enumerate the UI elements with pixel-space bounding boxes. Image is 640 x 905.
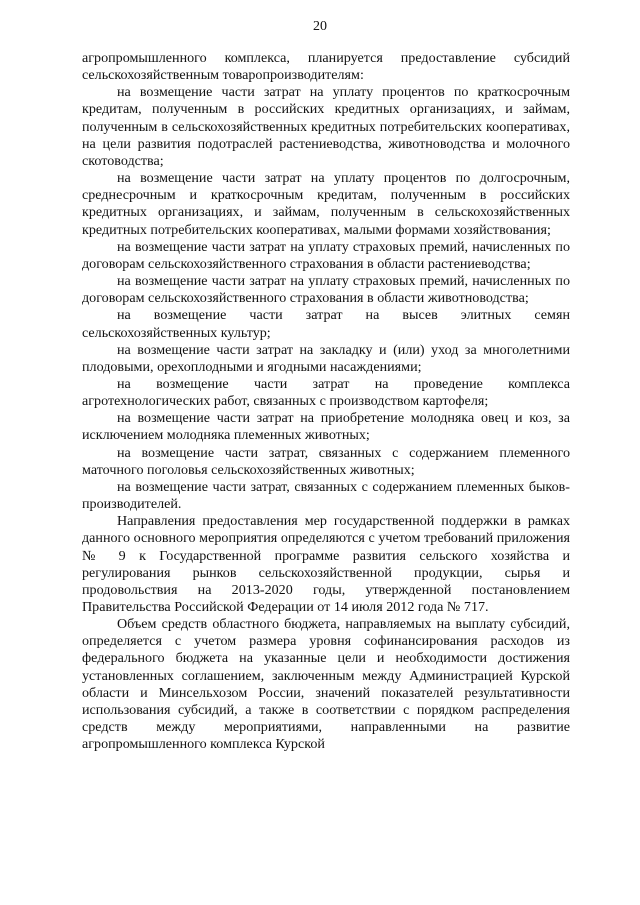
list-item: на возмещение части затрат на высев элитных семян сельскохозяйственных культур; [82, 307, 570, 341]
document-body [82, 50, 570, 753]
paragraph-intro: агропромышленного комплекса, планируется предоставление субсидий сельскохозяйственным товаропроизводителям: [82, 50, 570, 84]
list-item: на возмещение части затрат на закладку и (или) уход за многолетними плодовыми, орехоплодными и ягодными насаждениями; [82, 341, 570, 375]
list-item: на возмещение части затрат на уплату процентов по краткосрочным кредитам, полученным в российских кредитных организациях, и займам, полученным в сельскохозяйственных кредитных потребительских кооперативах, на цели развития подотраслей растениеводства, животноводства и молочного скотоводства; [82, 84, 570, 169]
list-item: на возмещение части затрат на проведение комплекса агротехнологических работ, связанных с производством картофеля; [82, 375, 570, 410]
paragraph-budget-volume: Объем средств областного бюджета, направляемых на выплату субсидий, определяется с учетом размера уровня софинансирования расходов из федерального бюджета на указанные цели и необходимости достижения установленных соглашением, заключенным между Администрацией Курской области и Минсельхозом России, значений показателей результативности использования субсидий, а также в соответствии с порядком распределения средств между мероприятиями, направленными на развитие агропромышленного комплекса Курской [82, 616, 570, 753]
list-item: на возмещение части затрат на уплату процентов по долгосрочным, среднесрочным и краткосрочным кредитам, полученным в российских кредитных организациях, и займам, полученным в сельскохозяйственных кредитных потребительских кооперативах, малыми формами хозяйствования; [82, 170, 570, 238]
page-number: 20 [313, 19, 327, 34]
list-item: на возмещение части затрат, связанных с содержанием племенного маточного поголовья сельскохозяйственных животных; [82, 444, 570, 478]
list-item: на возмещение части затрат на уплату страховых премий, начисленных по договорам сельскохозяйственного страхования в области растениеводства; [82, 238, 570, 272]
paragraph-support-directions: Направления предоставления мер государственной поддержки в рамках данного основного мероприятия определяются с учетом требований приложения № 9 к Государственной программе развития сельского хозяйства и регулирования рынков сельскохозяйственной продукции, сырья и продовольствия на 2013-2020 годы, утвержденной постановлением Правительства Российской Федерации от 14 июля 2012 года № 717. [82, 513, 570, 615]
list-item: на возмещение части затрат, связанных с содержанием племенных быков-производителей. [82, 478, 570, 513]
list-item: на возмещение части затрат на приобретение молодняка овец и коз, за исключением молодняка племенных животных; [82, 410, 570, 444]
list-item: на возмещение части затрат на уплату страховых премий, начисленных по договорам сельскохозяйственного страхования в области животноводства; [82, 273, 570, 307]
